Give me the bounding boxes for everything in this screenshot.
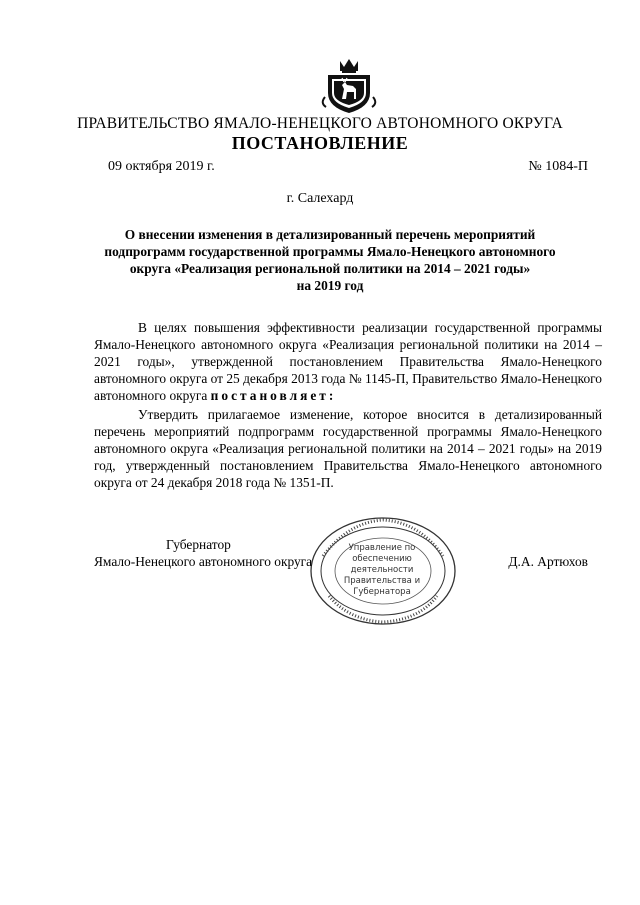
document-date: 09 октября 2019 г. [108, 159, 215, 174]
resolution-keyword: постановляет: [210, 388, 337, 403]
paragraph-preamble [94, 319, 602, 404]
document-type: ПОСТАНОВЛЕНИЕ [231, 133, 409, 153]
title-line: подпрограмм государственной программы Ямало-Ненецкого автономного [104, 244, 556, 259]
title-line: О внесении изменения в детализированный перечень мероприятий [124, 227, 536, 242]
organization-name: ПРАВИТЕЛЬСТВО ЯМАЛО-НЕНЕЦКОГО АВТОНОМНОГО ОКРУГА [77, 115, 563, 132]
resolution-text: Утвердить прилагаемое изменение, которое вносится в детализированный перечень мероприятий подпрограмм государственной программы Ямало-Ненецкого автономного округа «Реализация региональной политики на 2014 – 2021 годы» на 2019 год, утвержденный постановлением Правительства Ямало-Ненецкого автономного округа от 24 декабря 2018 года № 1351-П. [94, 407, 602, 490]
paragraph-resolution [94, 406, 602, 491]
coat-of-arms-icon [320, 55, 378, 115]
document-title [100, 226, 560, 294]
preamble-text: В целях повышения эффективности реализации государственной программы Ямало-Ненецкого автономного округа «Реализация региональной политики на 2014 – 2021 годы», утвержденной постановлением Правительства Ямало-Ненецкого автономного округа от 25 декабря 2013 года № 1145-П, Правительство Ямало-Ненецкого автономного округа [94, 320, 602, 403]
document-city: г. Салехард [286, 191, 354, 206]
title-line: округа «Реализация региональной политики на 2014 – 2021 годы» [129, 261, 531, 276]
signatory-name: Д.А. Артюхов [508, 554, 588, 569]
signatory-region: Ямало-Ненецкого автономного округа [94, 554, 313, 569]
title-line: на 2019 год [296, 278, 364, 293]
document-number: № 1084-П [528, 159, 588, 174]
stamp-text: Управление по обеспечению деятельности Правительства и Губернатора [343, 543, 421, 597]
signatory-position: Губернатор [166, 537, 231, 552]
